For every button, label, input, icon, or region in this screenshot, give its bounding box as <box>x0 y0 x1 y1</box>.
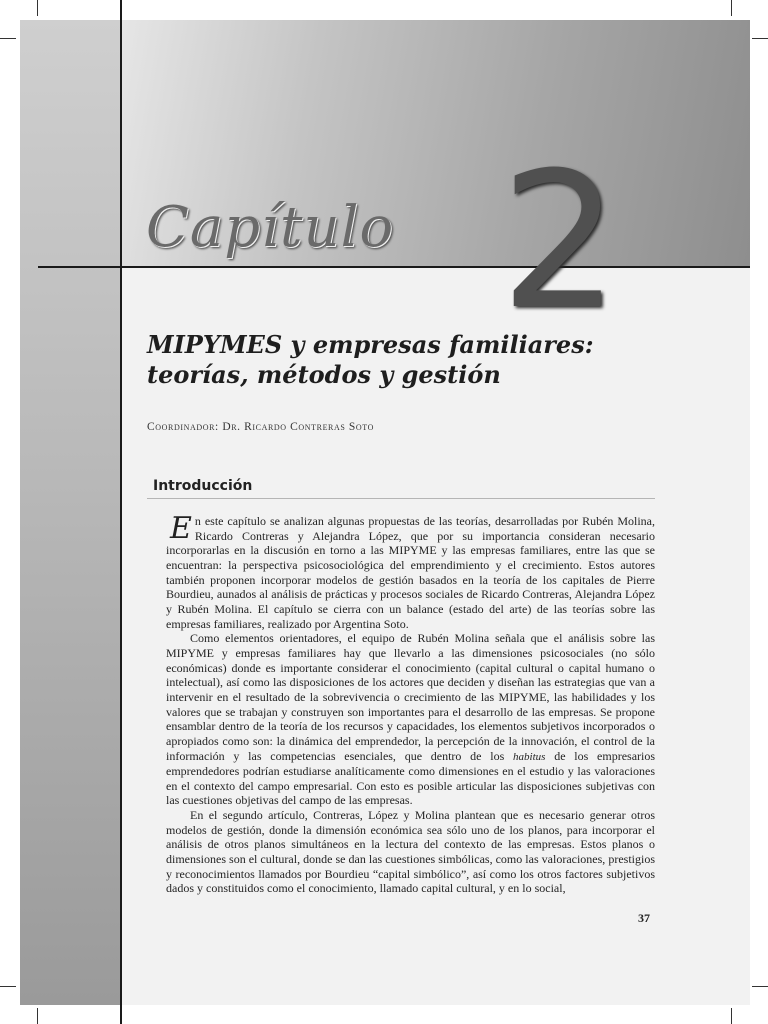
page-number: 37 <box>638 911 650 925</box>
crop-mark <box>731 1008 732 1024</box>
paragraph-2-text-a: Como elementos orientadores, el equipo de Rubén Molina señala que el análisis sobre las MIPYME y empresas familiares hay que llevarlo a las dimensiones psicosociales (no sólo económicas) donde es importante considerar el conocimiento (capital cultural o capital humano o intelectual), así como las disposiciones de los actores que deciden y diseñan las estrategias que van a intervenir en el resultado de la sobrevivencia o crecimiento de las MIPYME, las habilidades y los valores que se trabajan y construyen son importantes para el desarrollo de las empresas. Se propone ensamblar dentro de la teoría de los recursos y capacidades, los elementos subjetivos incorporados o apropiados como son: la dinámica del emprendedor, la percepción de la innovación, el control de la información y las competencias esenciales, que dentro de los <box>166 631 655 763</box>
section-heading: Introducción <box>153 478 253 494</box>
body-text <box>166 511 656 896</box>
left-gradient-band <box>20 20 121 1005</box>
section-rule <box>147 498 655 499</box>
paragraph-3 <box>166 808 655 896</box>
crop-mark <box>731 0 732 16</box>
chapter-word: Capítulo <box>146 195 395 260</box>
paragraph-1-text: n este capítulo se analizan algunas propuestas de las teorías, desarrolladas por Rubén Molina, Ricardo Contreras y Alejandra López, que por su importancia consideran necesario incorporarlas en la discusión en torno a las MIPYME y las empresas familiares, entre las que se encuentran: la perspectiva psicosociológica del emprendimiento y el crecimiento. Estos autores también proponen incorporar modelos de gestión basados en la teoría de los capitales de Pierre Bourdieu, aunados al análisis de prácticas y procesos sociales de Ricardo Contreras, Alejandra López y Rubén Molina. El capítulo se cierra con un balance (estado del arte) de las teorías sobre las empresas familiares, realizado por Argentina Soto. <box>166 514 655 631</box>
crop-mark <box>0 986 16 987</box>
habitus-term: habitus <box>513 750 546 763</box>
drop-cap: E <box>170 511 192 546</box>
paragraph-2 <box>166 631 655 808</box>
paragraph-1 <box>166 511 655 631</box>
paragraph-3-text: En el segundo artículo, Contreras, López y Molina plantean que es necesario generar otros modelos de gestión, donde la dimensión económica sea sólo uno de los planos, para incorporar el análisis de otros planos simultáneos en la lectura del contexto de las empresas. Estos planos o dimensiones son el cultural, donde se dan las cuestiones simbólicas, como las valoraciones, prestigios y reconocimientos llamados por Bourdieu “capital simbólico”, así como los otros factores subjetivos dados y constituidos como el conocimiento, llamado capital cultural, y en lo social, <box>166 808 655 896</box>
crop-mark <box>37 0 38 16</box>
chapter-number: 2 <box>500 132 620 351</box>
paragraph-2-text-b: de los empresarios emprendedores podrían estudiarse analíticamente como dimensiones en el estudio y las valoraciones en el contexto del campo empresarial. Con esto es posible articular las disposiciones subjetivas con las cuestiones objetivas del campo de las empresas. <box>166 748 656 808</box>
crop-mark <box>752 986 768 987</box>
crop-mark <box>37 1008 38 1024</box>
vertical-rule <box>120 0 122 1024</box>
coordinator-line: Coordinador: Dr. Ricardo Contreras Soto <box>147 421 374 433</box>
chapter-title-line-2: teorías, métodos y gestión <box>147 360 501 389</box>
chapter-title <box>147 330 707 390</box>
crop-mark <box>0 38 16 39</box>
crop-mark <box>752 38 768 39</box>
chapter-title-line-1: MIPYMES y empresas familiares: <box>147 330 594 359</box>
horizontal-rule <box>38 266 750 268</box>
